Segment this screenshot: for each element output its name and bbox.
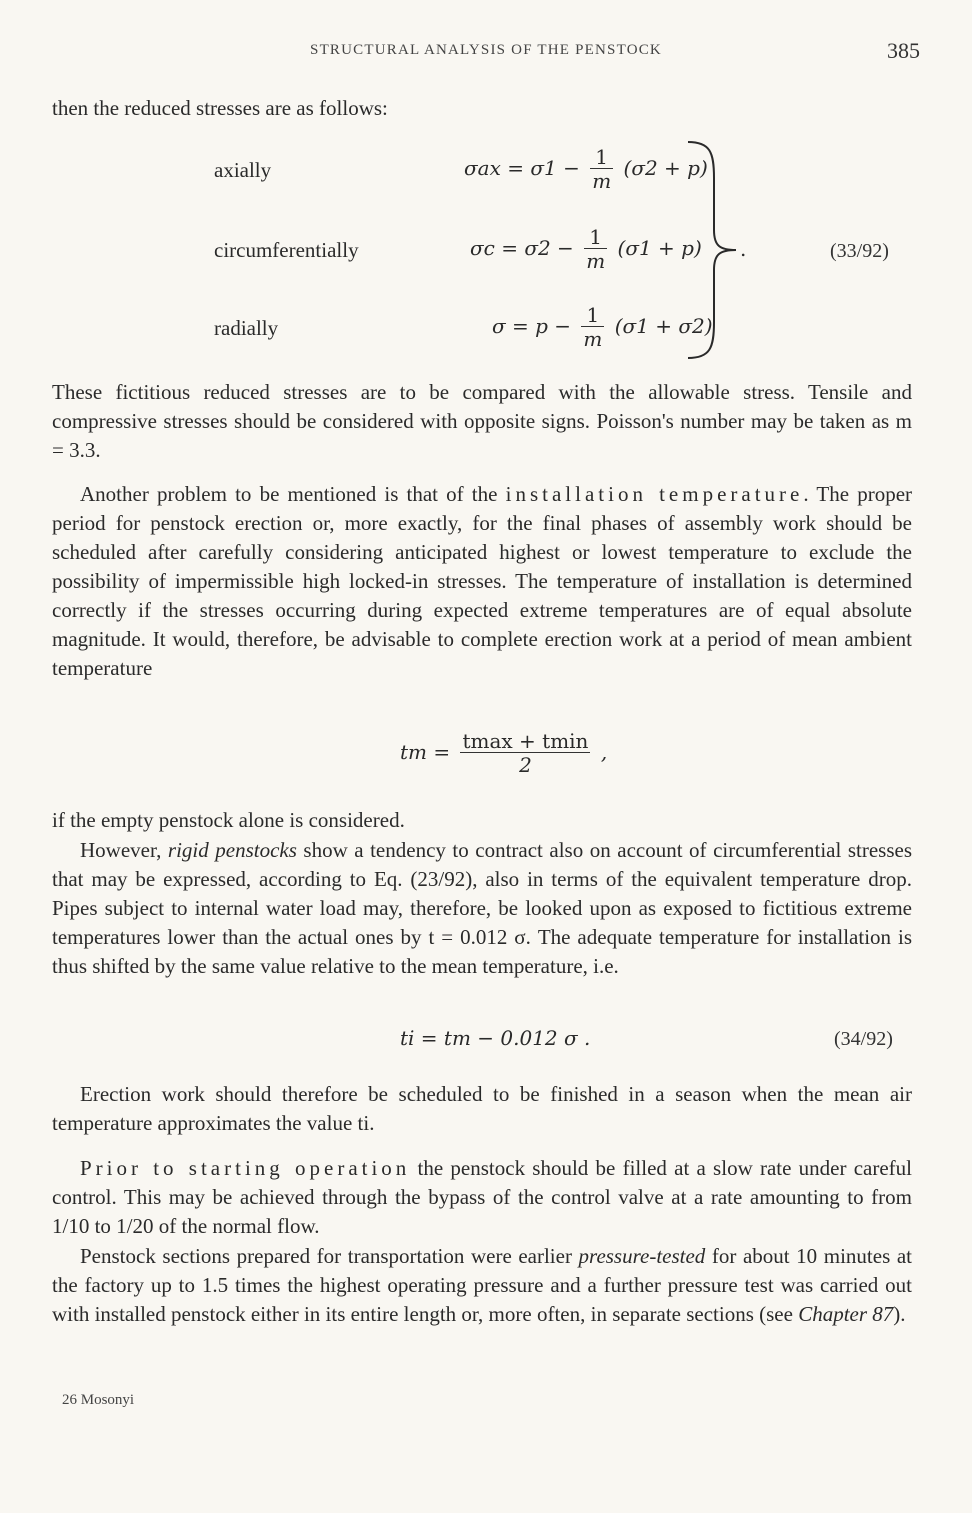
paragraph-erection-season: Erection work should therefore be scheduled to be finished in a season when the mean air temperature approximates the value ti. <box>52 1082 912 1135</box>
p7-italic: pressure-tested <box>578 1244 706 1268</box>
eq-axial-den: m <box>592 169 612 193</box>
eq-radial-fraction <box>581 304 604 351</box>
right-brace <box>680 138 750 363</box>
paragraph-rigid-penstocks <box>52 836 912 981</box>
eq-tm-lhs: tm = <box>400 740 451 764</box>
paragraph-starting-operation <box>52 1154 912 1241</box>
eq-circ-lhs: σc = σ2 − <box>470 236 574 260</box>
p7-text-before: Penstock sections prepared for transportation were earlier <box>80 1244 579 1268</box>
eq-label-axially: axially <box>214 158 272 182</box>
eq-circ-rhs: (σ1 + p) <box>617 236 702 260</box>
running-head: STRUCTURAL ANALYSIS OF THE PENSTOCK <box>310 42 662 58</box>
eq-circ-num: 1 <box>589 225 603 249</box>
paragraph-empty-penstock: if the empty penstock alone is considered. <box>52 808 405 832</box>
p2-spaced-term: installation temperature <box>505 482 804 506</box>
p2-text-before: Another problem to be mentioned is that of the <box>80 482 506 506</box>
p4-italic: rigid penstocks <box>167 838 297 862</box>
eq-axial-fraction <box>590 146 613 193</box>
p2-text-after: . The proper period for penstock erection or, more exactly, for the final phases of assembly work should be scheduled after carefully considering anticipated highest or lowest temperature to exclude the possibility of impermissible high locked-in stresses. The temperature of installation is determined correctly if the stresses occurring during expected extreme temperatures are of equal absolute magnitude. It would, therefore, be advisable to complete erection work at a period of mean ambient temperature <box>52 482 913 680</box>
eq-radial-lhs: σ = p − <box>492 314 572 338</box>
paragraph-installation-temperature <box>52 480 912 683</box>
eq-tm-tail: , <box>600 740 608 764</box>
equation-number-33: (33/92) <box>830 240 889 262</box>
eq-label-circumferentially: circumferentially <box>214 238 359 262</box>
p4-text-before: However, <box>80 838 168 862</box>
eq-radial-den: m <box>583 327 603 351</box>
eq-tm-den: 2 <box>460 752 590 777</box>
eq-radial-rhs: (σ1 + σ2) <box>614 314 713 338</box>
eq-tm-fraction <box>460 730 590 777</box>
eq-axial-rhs: (σ2 + p) <box>623 156 708 180</box>
paragraph-reduced-stresses: These fictitious reduced stresses are to be compared with the allowable stress. Tensile and compressive stresses should be considered with opposite signs. Poisson's number may be taken as m = 3.3. <box>52 380 912 462</box>
equation-circumferential <box>470 226 702 273</box>
equation-installation-temperature: ti = tm − 0.012 σ . <box>400 1026 591 1050</box>
eq-axial-lhs: σax = σ1 − <box>464 156 580 180</box>
p4-text-after: show a tendency to contract also on account of circumferential stresses that may be expressed, according to Eq. (23/92), also in terms of the equivalent temperature drop. Pipes subject to internal water load may, therefore, be looked upon as exposed to fictitious extreme temperatures lower than the actual ones by t = 0.012 σ. The adequate temperature for installation is thus shifted by the same value relative to the mean temperature, i.e. <box>52 838 912 978</box>
eq-label-radially: radially <box>214 316 279 340</box>
eq-circ-fraction <box>584 226 607 273</box>
page-number: 385 <box>887 38 920 63</box>
intro-text: then the reduced stresses are as follows: <box>52 96 388 120</box>
eq-axial-num: 1 <box>595 145 609 169</box>
equation-number-34: (34/92) <box>834 1028 893 1050</box>
p7-italic-chapter: Chapter 87 <box>798 1302 894 1326</box>
p6-text-after: the penstock should be filled at a slow rate under careful control. This may be achieved through the bypass of the control valve at a rate amounting to from 1/10 to 1/20 of the normal flow. <box>52 1156 912 1238</box>
eq-radial-num: 1 <box>586 303 600 327</box>
svg-text:.: . <box>740 237 747 261</box>
page-footer: 26 Mosonyi <box>62 1392 135 1408</box>
eq-circ-den: m <box>586 249 606 273</box>
equation-mean-temperature <box>400 730 607 777</box>
p6-spaced-term: Prior to starting operation <box>80 1156 411 1180</box>
p7-text-after: ). <box>893 1302 906 1326</box>
equation-axial <box>464 146 708 193</box>
eq-tm-num: tmax + tmin <box>462 729 589 753</box>
paragraph-pressure-test <box>52 1242 912 1329</box>
p7-text-middle: for about 10 minutes at the factory up to 1.5 times the highest operating pressure and a further pressure test was carried out with installed penstock either in its entire length or, more often, in separate sections (see <box>52 1244 912 1326</box>
